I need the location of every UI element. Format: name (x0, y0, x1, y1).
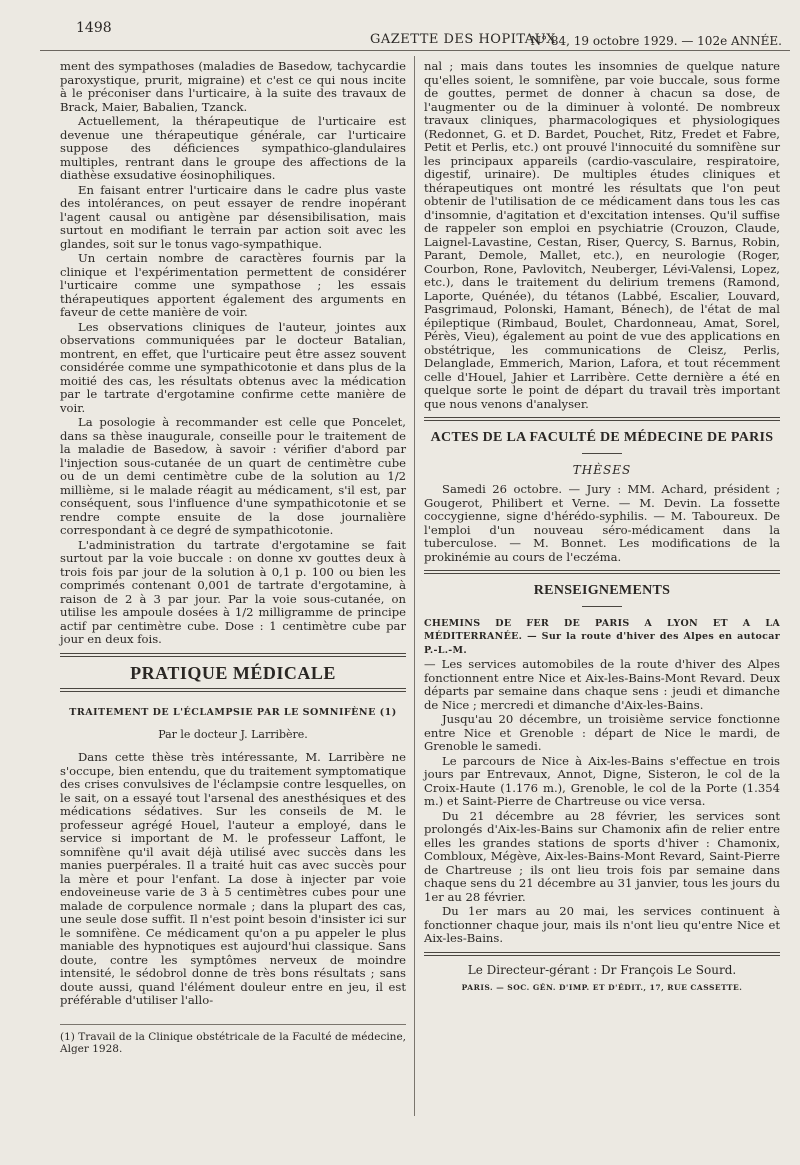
article-author: Par le docteur J. Larribère. (158, 727, 308, 741)
paragraph: Actuellement, la thérapeutique de l'urticaire est devenue une thérapeutique générale, car l'urticaire suppose des déficiences sympathico-glandulaires multiples, rentrant dans le groupe des affections de la diathèse exsudative éosinophiliques. (60, 114, 406, 182)
paragraph: Du 1er mars au 20 mai, les services continuent à fonctionner chaque jour, mais ils n'ont lieu qu'entre Nice et Aix-les-Bains. (424, 904, 780, 945)
footnote: (1) Travail de la Clinique obstétricale de la Faculté de médecine, Alger 1928. (60, 1030, 406, 1055)
issue-info: N° 84, 19 octobre 1929. — 102e ANNÉE. (530, 34, 782, 48)
paragraph: En faisant entrer l'urticaire dans le cadre plus vaste des intolérances, on peut essayer de rendre inopérant l'agent causal ou antigène par désensibilisation, mais surtout en modifiant le terrain par action soit avec les glandes, soit sur le tonus vago-sympathique. (60, 182, 406, 251)
header-rule (40, 50, 790, 51)
paragraph: Du 21 décembre au 28 février, les services sont prolongés d'Aix-les-Bains sur Chamonix afin de relier entre elles les grandes stations de sports d'hiver : Chamonix, Combloux, Mégève, Aix-les-Bains-Mont Revard, Saint-Pierre de Chartreuse ; ils ont lieu trois fois par semaine dans chaque sens du 21 décembre au 31 janvier, tous les jours du 1er au 28 février. (424, 808, 780, 904)
director-signature: Le Directeur-gérant : Dr François Le Sourd. (467, 962, 737, 977)
left-column (60, 60, 406, 1055)
section-title-pratique: PRATIQUE MÉDICALE (130, 662, 336, 683)
paragraph: Jusqu'au 20 décembre, un troisième service fonctionne entre Nice et Grenoble : départ de Nice le mardi, de Grenoble le samedi. (424, 712, 780, 753)
subsection-title-theses: THÈSES (572, 462, 632, 477)
section-rule (424, 417, 780, 421)
page-number: 1498 (76, 20, 112, 36)
paragraph: Les observations cliniques de l'auteur, jointes aux observations communiquées par le docteur Batalian, montrent, en effet, que l'urticaire peut être assez souvent considérée comme une sympathicotonie et dans plus de la moitié des cas, les résultats obtenus avec la médication par le tartrate d'ergotamine confirme cette manière de voir. (60, 319, 406, 415)
page-header (20, 14, 786, 54)
paragraph: nal ; mais dans toutes les insomnies de quelque nature qu'elles soient, le somnifène, par voie buccale, sous forme de gouttes, permet de donner à chacun sa dose, de l'augmenter ou de la diminuer à volonté. De nombreux travaux cliniques, pharmacologiques et physiologiques (Redonnet, G. et D. Bardet, Pouchet, Ritz, Fredet et Fabre, Petit et Perlis, etc.) ont prouvé l'innocuité du somnifène sur les principaux appareils (cardio-vasculaire, respiratoire, digestif, urinaire). De multiples études cliniques et thérapeutiques ont montré les résultats que l'on peut obtenir de l'utilisation de ce médicament dans tous les cas d'insomnie, d'agitation et d'excitation intenses. Qu'il suffise de rappeler son emploi en psychiatrie (Crouzon, Claude, Laignel-Lavastine, Cestan, Riser, Quercy, S. Barnus, Robin, Parant, Demole, Mallet, etc.), en neurologie (Roger, Courbon, Rone, Pavlovitch, Neuberger, Lévi-Valensi, Lopez, etc.), dans le traitement du delirium tremens (Ramond, Laporte, Quénée), du tétanos (Labbé, Escalier, Louvard, Pasgrimaud, Polonski, Hamant, Bénech), de l'état de mal épileptique (Rimbaud, Boulet, Chardonneau, Amat, Sorel, Pérès, Vieu), également au point de vue des applications en obstétrique, les communications de Cleisz, Perlis, Delanglade, Emmerich, Marion, Lafora, et tout récemment celle d'Houel, Jahier et Larribère. Cette dernière a été en quelque sorte le point de départ du travail très important que nous venons d'analyser. (424, 59, 780, 411)
section-title-actes: ACTES DE LA FACULTÉ DE MÉDECINE DE PARIS (430, 430, 774, 445)
paragraph: — Les services automobiles de la route d'hiver des Alpes fonctionnent entre Nice et Aix-les-Bains-Mont Revard. Deux départs par semaine dans chaque sens : jeudi et dimanche de Nice ; mercredi et dimanche d'Aix-les-Bains. (424, 657, 780, 712)
column-divider (414, 56, 415, 1116)
footnote-rule (60, 1024, 406, 1025)
section-rule (60, 688, 406, 692)
paragraph: Un certain nombre de caractères fournis par la clinique et l'expérimentation permettent de considérer l'urticaire comme une sympathose ; les essais thérapeutiques apportent également des arguments en faveur de cette manière de voir. (60, 251, 406, 319)
article-title: TRAITEMENT DE L'ÉCLAMPSIE PAR LE SOMNIFÈNE (1) (69, 707, 397, 718)
section-rule (424, 570, 780, 574)
section-rule (424, 952, 780, 956)
paragraph: Dans cette thèse très intéressante, M. Larribère ne s'occupe, bien entendu, que du traitement symptomatique des crises convulsives de l'éclampsie contre lesquelles, on le sait, on a essayé tout l'arsenal des anesthésiques et des médications sédatives. Sur les conseils de M. le professeur agrégé Houel, l'auteur a employé, dans le service si important de M. le professeur Laffont, le somnifène qu'il avait déjà utilisé avec succès dans les manies puerpérales. Il a traité huit cas avec succès pour la mère et pour l'enfant. La dose à injecter par voie endoveineuse varie de 3 à 5 centimètres cubes pour une malade de corpulence normale ; dans la plupart des cas, une seule dose suffit. Il n'est point besoin d'insister ici sur le somnifène. Ce médicament qu'on a pu appeler le plus maniable des hypnotiques est aujourd'hui classique. Sans doute, contre les symptômes nerveux de moindre intensité, le sédobrol donne de très bons résultats ; sans doute aussi, quand l'élément douleur entre en jeu, il est préférable d'utiliser l'allo- (60, 750, 406, 1007)
short-rule (582, 606, 622, 607)
right-column (424, 60, 780, 995)
paragraph: ment des sympathoses (maladies de Basedow, tachycardie paroxystique, prurit, migraine) et c'est ce qui nous incite à le préconiser dans l'urticaire, à la suite des travaux de Brack, Maier, Babalien, Tzanck. (60, 59, 406, 114)
theses-text: Samedi 26 octobre. — Jury : MM. Achard, président ; Gougerot, Philibert et Verne. — M. Devin. La fossette coccygienne, signe d'hérédo-syphilis. — M. Taboureux. De l'emploi d'un nouveau séro-médicament dans la tuberculose. — M. Bonnet. Les modifications de la prokinémie au cours de l'eczéma. (424, 482, 780, 564)
paragraph: Le parcours de Nice à Aix-les-Bains s'effectue en trois jours par Entrevaux, Annot, Digne, Sisteron, le col de la Croix-Haute (1.176 m.), Grenoble, le col de la Porte (1.354 m.) et Saint-Pierre de Chartreuse ou vice versa. (424, 753, 780, 808)
paragraph: La posologie à recommander est celle que Poncelet, dans sa thèse inaugurale, conseille pour le traitement de la maladie de Basedow, à savoir : vérifier d'abord par l'injection sous-cutanée de un quart de centimètre cube ou de un demi centimètre cube de la solution au 1/2 millième, si le malade réagit au médicament, s'il est, par conséquent, sous l'influence d'une sympathicotonie et se rendre compte ensuite de la dose journalière correspondant à ce degré de sympathicotonie. (60, 415, 406, 537)
section-title-renseignements: RENSEIGNEMENTS (533, 583, 671, 598)
printer-line: PARIS. — SOC. GÉN. D'IMP. ET D'ÉDIT., 17, RUE CASSETTE. (461, 983, 743, 992)
short-rule (582, 453, 622, 454)
renseignements-heading: CHEMINS DE FER DE PARIS A LYON ET A LA MÉDITERRANÉE. — Sur la route d'hiver des Alpes en autocar P.-L.-M. (424, 617, 780, 656)
journal-title: GAZETTE DES HOPITAUX (370, 32, 556, 47)
paragraph: L'administration du tartrate d'ergotamine se fait surtout par la voie buccale : on donne xv gouttes deux à trois fois par jour de la solution à 0,1 p. 100 ou bien les comprimés contenant 0,001 de tartrate d'ergotamine, à raison de 2 à 3 par jour. Par la voie sous-cutanée, on utilise les ampoule dosées à 1/2 milligramme de principe actif par centimètre cube. Dose : 1 centimètre cube par jour en deux fois. (60, 537, 406, 646)
section-rule (60, 653, 406, 657)
